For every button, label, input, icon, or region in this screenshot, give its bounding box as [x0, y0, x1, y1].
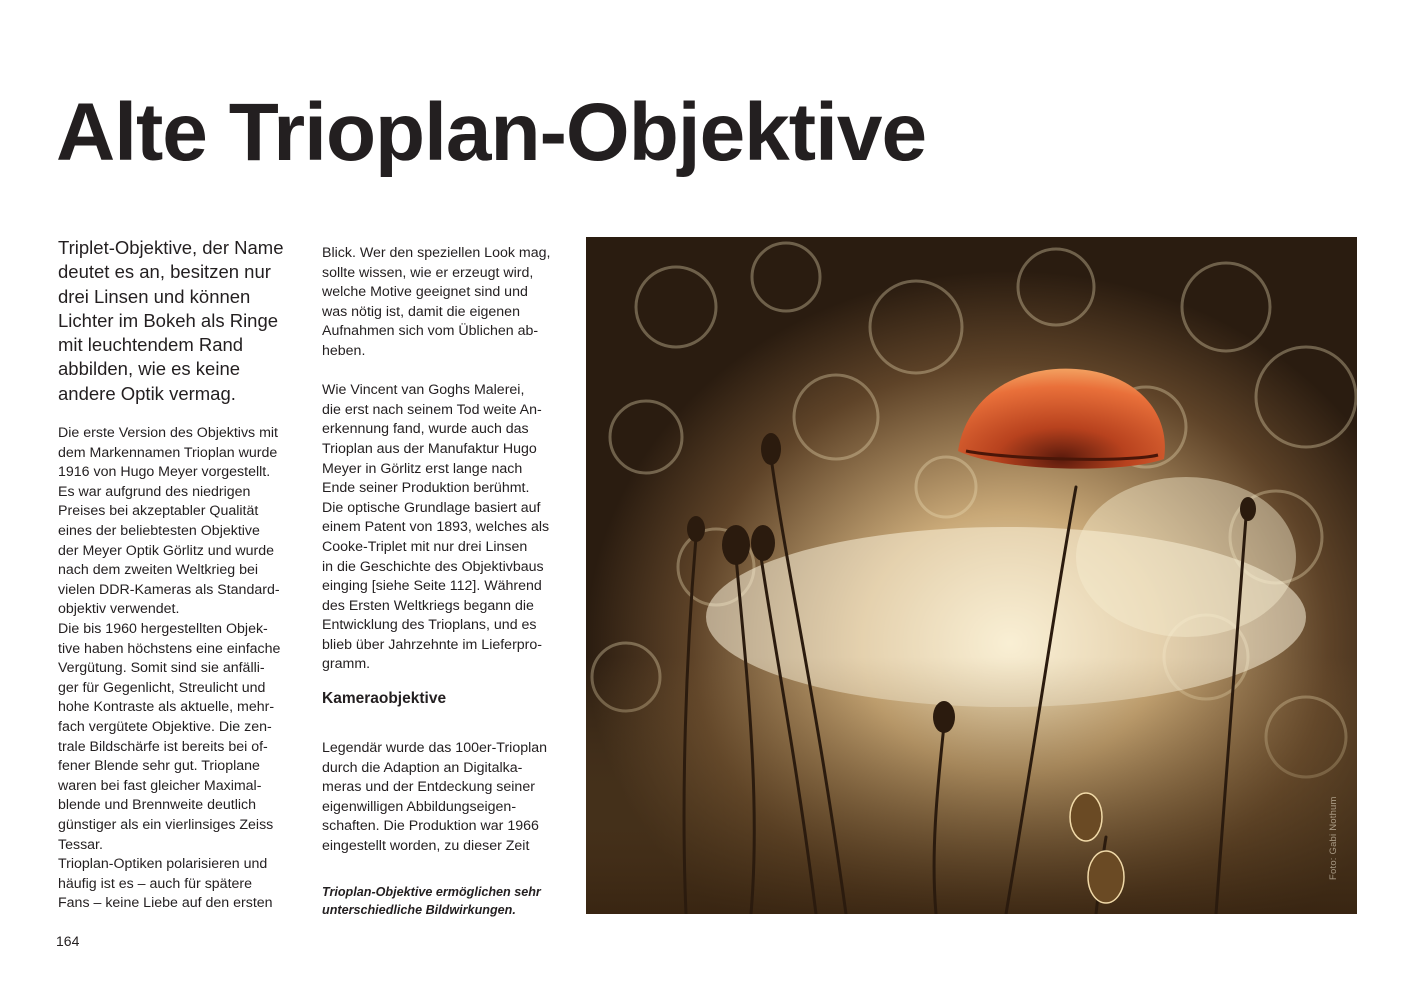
intro-line: andere Optik vermag. [58, 382, 236, 404]
body-line: Trioplan aus der Manufaktur Hugo [322, 440, 537, 457]
intro-line: abbilden, wie es keine [58, 358, 241, 380]
body-line: waren bei fast gleicher Maximal- [58, 777, 262, 794]
caption-line: Trioplan-Objektive ermöglichen sehr [322, 884, 541, 899]
body-line: Cooke-Triplet mit nur drei Linsen [322, 538, 528, 555]
body-line: Fans – keine Liebe auf den ersten [58, 895, 273, 912]
body-line: Aufnahmen sich vom Üblichen ab- [322, 323, 539, 340]
body-line: in die Geschichte des Objektivbaus [322, 558, 544, 575]
body-line: eingestellt worden, zu dieser Zeit [322, 838, 530, 855]
body-line: Entwicklung des Trioplans, und es [322, 617, 537, 634]
photo-illustration [586, 237, 1357, 914]
body-line: Vergütung. Somit sind sie anfälli- [58, 660, 265, 677]
body-line: Die bis 1960 hergestellten Objek- [58, 621, 268, 638]
body-line: Meyer in Görlitz erst lange nach [322, 460, 523, 477]
body-line: Blick. Wer den speziellen Look mag, [322, 245, 551, 261]
intro-line: Lichter im Bokeh als Ringe [58, 309, 279, 331]
body-line: Tessar. [58, 836, 103, 853]
body-line: heben. [322, 342, 366, 359]
body-line: gramm. [322, 656, 371, 673]
intro-paragraph [58, 236, 302, 406]
body-line: vielen DDR-Kameras als Standard- [58, 581, 280, 598]
body-text-column-1 [58, 424, 302, 914]
body-line: objektiv verwendet. [58, 601, 180, 618]
intro-line: Triplet-Objektive, der Name [58, 237, 284, 258]
body-line: sollte wissen, wie er erzeugt wird, [322, 264, 534, 281]
body-line: fach vergütete Objektive. Die zen- [58, 718, 272, 735]
paragraph [322, 244, 572, 362]
body-line: tive haben höchstens eine einfache [58, 640, 281, 657]
body-line: welche Motive geeignet sind und [322, 284, 528, 301]
body-line: blieb über Jahrzehnte im Lieferpro- [322, 636, 543, 653]
body-line: nach dem zweiten Weltkrieg bei [58, 562, 259, 579]
intro-line: mit leuchtendem Rand [58, 334, 244, 356]
page-title: Alte Trioplan-Objektive [56, 87, 927, 178]
page-number: 164 [56, 933, 80, 949]
body-line: häufig ist es – auch für spätere [58, 875, 253, 892]
paragraph [322, 739, 572, 857]
section-heading: Kameraobjektive [322, 690, 447, 708]
body-line: Trioplan-Optiken polarisieren und [58, 856, 268, 873]
text-column-left [58, 236, 302, 914]
intro-line: deutet es an, besitzen nur [58, 261, 271, 283]
poppy-bokeh-photo [586, 237, 1357, 914]
body-line: ger für Gegenlicht, Streulicht und [58, 679, 266, 696]
body-line: schaften. Die Produktion war 1966 [322, 818, 539, 835]
body-line: durch die Adaption an Digitalka- [322, 759, 523, 776]
body-line: einem Patent von 1893, welches als [322, 519, 550, 536]
photo-credit: Foto: Gabi Nothum [1328, 796, 1339, 880]
body-line: dem Markennamen Trioplan wurde [58, 444, 278, 461]
body-line: Die erste Version des Objektivs mit [58, 425, 278, 442]
photo-caption [322, 883, 572, 919]
body-line: meras und der Entdeckung seiner [322, 779, 535, 796]
body-line: hohe Kontraste als aktuelle, mehr- [58, 699, 275, 716]
body-line: günstiger als ein vierlinsiges Zeiss [58, 816, 274, 833]
body-line: einging [siehe Seite 112]. Während [322, 578, 542, 595]
body-line: erkennung fand, wurde auch das [322, 421, 529, 438]
paragraph [322, 381, 572, 675]
body-line: was nötig ist, damit die eigenen [322, 303, 520, 320]
body-line: eigenwilligen Abbildungseigen- [322, 798, 517, 815]
body-line: Legendär wurde das 100er-Trioplan [322, 740, 548, 757]
body-line: trale Bildschärfe ist bereits bei of- [58, 738, 268, 755]
body-line: 1916 von Hugo Meyer vorgestellt. [58, 464, 271, 481]
body-line: Preises bei akzeptabler Qualität [58, 503, 259, 520]
text-column-middle [322, 244, 572, 919]
body-line: die erst nach seinem Tod weite An- [322, 401, 542, 418]
intro-line: drei Linsen und können [58, 285, 251, 307]
body-line: fener Blende sehr gut. Trioplane [58, 758, 260, 775]
body-line: Ende seiner Produktion berühmt. [322, 480, 530, 497]
body-line: Es war aufgrund des niedrigen [58, 483, 251, 500]
body-line: eines der beliebtesten Objektive [58, 523, 260, 540]
body-line: des Ersten Weltkriegs begann die [322, 597, 534, 614]
body-line: Wie Vincent van Goghs Malerei, [322, 382, 525, 399]
body-line: blende und Brennweite deutlich [58, 797, 256, 814]
caption-line: unterschiedliche Bildwirkungen. [322, 902, 516, 917]
body-line: der Meyer Optik Görlitz und wurde [58, 542, 275, 559]
body-line: Die optische Grundlage basiert auf [322, 499, 541, 516]
